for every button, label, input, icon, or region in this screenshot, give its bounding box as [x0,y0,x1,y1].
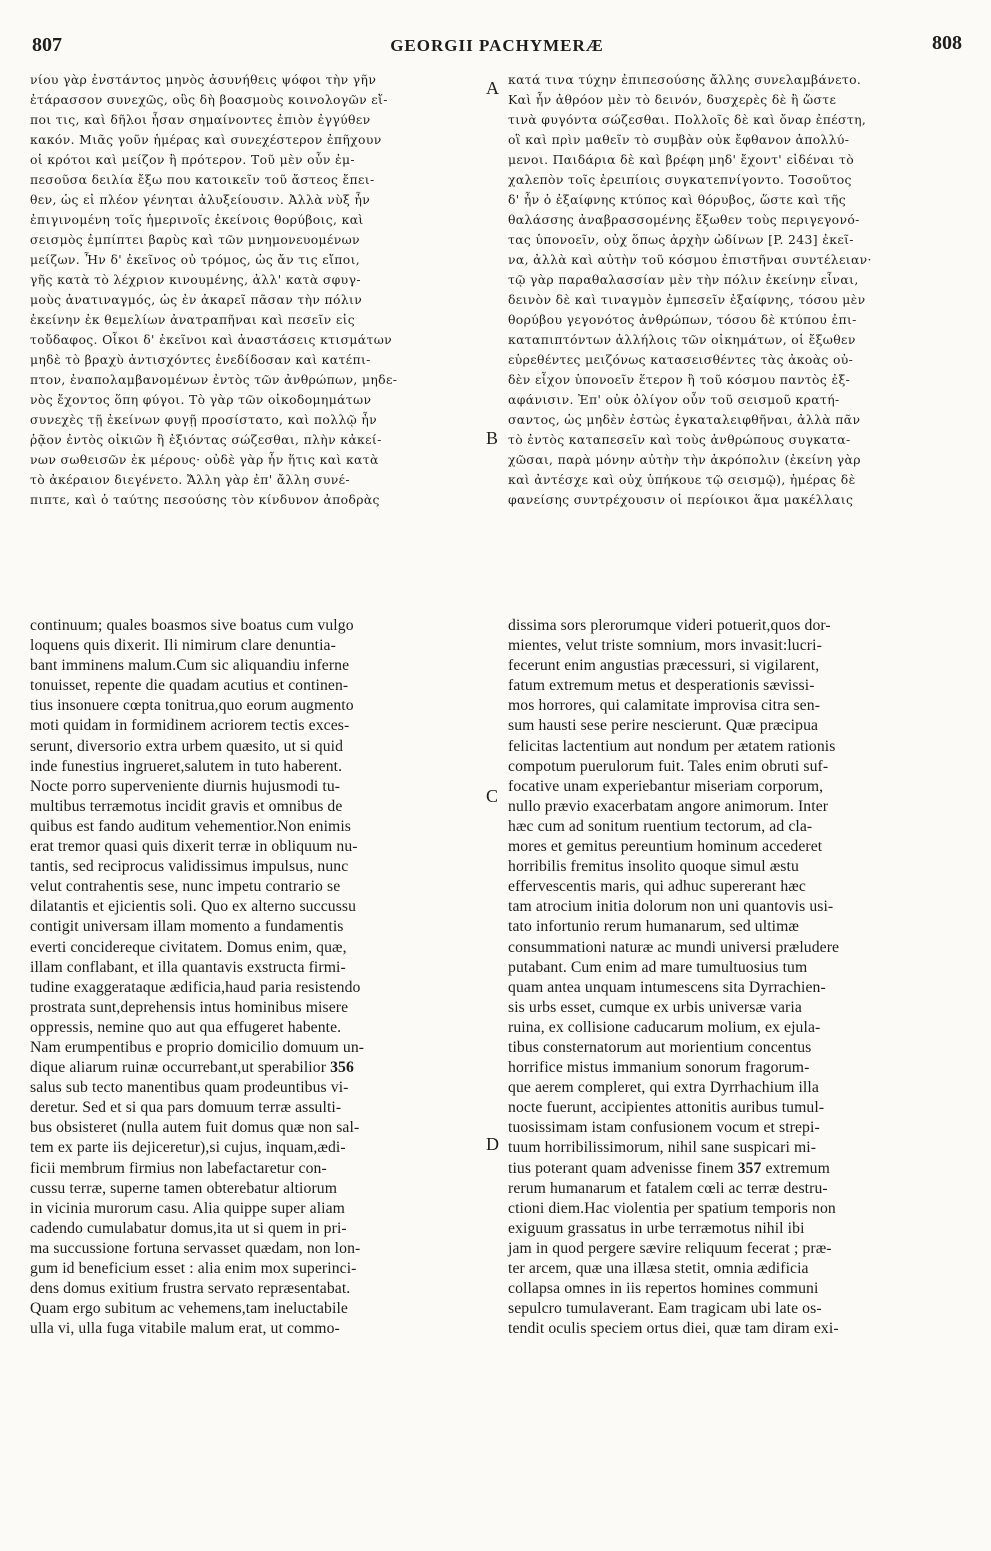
text-line: prostrata sunt,deprehensis intus hominibus misere [30,998,349,1016]
text-line: consummationi naturæ ac mundi universi præludere [508,938,840,956]
text-line: ἐπιγινομένη τοῖς ἡμερινοῖς ἐκείνοις θορύβοις, καὶ [30,212,364,227]
text-line: velut contrahentis sese, nunc impetu contrario se [30,878,341,896]
text-line: χῶσαι, παρὰ μόνην αὐτὴν τὴν ἀκρόπολιν (ἐκείνη γὰρ [508,452,861,467]
text-line: ter arcem, quæ una illæsa stetit, omnia ædificia [508,1260,809,1277]
text-line: ποι τις, καὶ δῆλοι ἦσαν σημαίνοντες ἐπιὸν ἐγγύθεν [30,112,371,127]
text-line: πτον, ἐναπολαμβανομένων ἐντὸς τῶν ἀνθρώπων, μηδε- [30,372,398,387]
margin-marker-a: A [486,78,499,98]
latin-text-left-column [30,616,485,1339]
text-line: δὲν εἶχον ὑπονοεῖν ἕτερον ἢ τοῦ κόσμου παντὸς ἐξ- [508,372,851,387]
text-line: exiguum grassatus in urbe terræmotus nihil ibi [508,1219,805,1237]
text-line: deretur. Sed et si qua pars domuum terræ assulti- [30,1099,342,1117]
text-line: μείζων. Ἦν δ' ἐκεῖνος οὐ τρόμος, ὡς ἄν τις εἴποι, [30,252,361,267]
text-line: dique aliarum ruinæ occurrebant,ut sperabilior 356 [30,1059,354,1077]
text-line: compotum puerulorum fuit. Tales enim obruti suf- [508,757,829,775]
margin-marker-b: B [486,428,499,448]
margin-marker-c: C [486,786,499,806]
page-number-left: 807 [32,34,62,56]
text-line: ulla vi, ulla fuga vitabile malum erat, ut commo- [30,1320,340,1338]
text-line: nocte fuerunt, accipientes attonitis auribus tumul- [508,1099,825,1117]
text-line: ἐτάρασσον συνεχῶς, οὓς δὴ βοασμοὺς κοινολογῶν εἴ- [30,92,388,107]
text-line: κατά τινα τύχην ἐπιπεσούσης ἄλλης συνελαμβάνετο. [508,72,862,87]
text-line: μενοι. Παιδάρια δὲ καὶ βρέφη μηδ' ἔχοντ' εἰδέναι τὸ [508,152,855,167]
text-line: multibus terræmotus incidit gravis et omnibus de [30,797,343,815]
text-line: tantis, sed reciprocus validissimus impulsus, nunc [30,858,349,876]
text-line: tuosissimam istam confusionem vocum et strepi- [508,1119,820,1137]
text-line: sum hausti sese perire nescierunt. Quæ præcipua [508,717,819,735]
greek-text-right-column [508,70,963,510]
text-line: tem ex parte iis dejiceretur),si cujus, inquam,ædi- [30,1139,346,1157]
margin-marker-d: D [486,1134,499,1154]
text-line: mores et gemitus pereuntium hominum accederet [508,838,823,856]
text-line: sis urbs esset, cumque ex urbis universæ varia [508,998,802,1016]
text-line: serunt, diversorio extra urbem quæsito, ut si quid [30,737,344,755]
text-line: ma succussione fortuna servasset quædam, non lon- [30,1239,361,1257]
text-line: erat tremor quasi quis dixerit terræ in obliquum nu- [30,838,358,856]
text-line: dilatantis et ejicientis soli. Quo ex alterno succussu [30,898,357,916]
text-line: quam antea unquam intumescens sita Dyrrachien- [508,978,826,996]
text-line: horrifice mistus immanium sonorum fragorum- [508,1059,810,1077]
text-line: felicitas lactentium aut nondum per ætatem rationis [508,737,836,755]
text-line: νίου γὰρ ἐνστάντος μηνὸς ἀσυνήθεις ψόφοι τὴν γῆν [30,72,377,87]
text-line: τῷ γὰρ παραθαλασσίαν μὲν τὴν πόλιν ἐκείνην εἶναι, [508,272,859,287]
text-line: cussu terræ, superne tamen obterebatur altiorum [30,1179,338,1197]
text-line: sepulcro tumulaverant. Eam tragicam ubi late os- [508,1300,822,1318]
text-line: tendit oculis speciem ortus diei, quæ tam diram exi- [508,1320,839,1338]
text-line: moti quidam in formidinem acriorem tectis exces- [30,717,350,735]
text-line: σεισμὸς ἐμπίπτει βαρὺς καὶ τῶν μνημονευομένων [30,232,360,247]
text-line: que aerem compleret, qui extra Dyrrhachium illa [508,1079,819,1097]
text-line: tam atrocium initia dolorum non uni quantovis usi- [508,898,834,916]
text-line: effervescentis maris, qui adhuc supererant hæc [508,878,806,896]
text-line: Nocte porro superveniente diurnis hujusmodi tu- [30,777,341,795]
text-line: συνεχὲς τῇ ἐκείνων φυγῇ προσίστατο, καὶ πολλῷ ἦν [30,412,378,427]
text-line: κακόν. Μιᾶς γοῦν ἡμέρας καὶ συνεχέστερον ἐπῆχουν [30,132,382,147]
text-line: μηδὲ τὸ βραχὺ ἀντισχόντες ἐνεδίδοσαν καὶ κατέπι- [30,352,371,367]
running-title: GEORGII PACHYMERÆ [390,36,604,55]
text-line: fecerunt enim angustias præcessuri, si vigilarent, [508,657,820,675]
text-line: καὶ ἀντέσχε καὶ οὐχ ὑπήκουε τῷ σεισμῷ), ἡμέρας δὲ [508,472,856,487]
text-line: σαντος, ὡς μηδὲν ἐστὼς ἐγκαταλειφθῆναι, ἀλλὰ πᾶν [508,412,861,427]
text-line: τοὔδαφος. Οἶκοι δ' ἐκεῖνοι καὶ ἀναστάσεις κτισμάτων [30,332,393,347]
text-line: ruina, ex collisione caducarum molium, ex ejula- [508,1018,821,1036]
page-header [32,34,962,64]
text-line: continuum; quales boasmos sive boatus cum vulgo [30,617,354,634]
text-line: everti concidereque civitatem. Domus enim, quæ, [30,938,347,956]
text-line: ficii membrum firmius non labefactaretur con- [30,1159,327,1177]
text-line: τὸ ἐντὸς καταπεσεῖν καὶ τοὺς ἀνθρώπους συγκατα- [508,432,851,447]
text-line: putabant. Cum enim ad mare tumultuosius tum [508,958,808,976]
text-line: τινὰ φυγόντα σώζεσθαι. Πολλοῖς δὲ καὶ ὄναρ ἐπέστη, [508,112,867,127]
edition-page-number: 357 [737,1159,762,1177]
text-line: γῆς κατὰ τὸ λέχριον κινουμένης, ἀλλ' κατὰ σφυγ- [30,272,361,287]
text-line: rerum humanarum et fatalem cœli ac terræ destru- [508,1179,828,1197]
text-line: cadendo cumulabatur domus,ita ut si quem in pri- [30,1219,347,1237]
text-line: πεσοῦσα δειλία ἔξω που κατοικεῖν τοῦ ἄστεος ἔπει- [30,172,375,187]
text-line: in vicinia murorum casu. Alia quippe super aliam [30,1199,345,1217]
text-line: dissima sors plerorumque videri potuerit,quos dor- [508,617,831,634]
text-line: νὸς ἔχοντος ὅπη φύγοι. Τὸ γὰρ τῶν οἰκοδομημάτων [30,392,372,407]
text-line: oppressis, nemine quo aut qua effugeret habente. [30,1018,342,1036]
text-line: Quam ergo subitum ac vehemens,tam ineluctabile [30,1300,348,1318]
text-line: δεινὸν δὲ καὶ τιναγμὸν ἐμπεσεῖν ἐξαίφνης, τόσου μὲν [508,292,866,307]
text-line: καταπιπτόντων ἀλλήλοις τῶν οἰκημάτων, οἱ ἔξωθεν [508,332,856,347]
text-line: gum id beneficium esset : alia enim mox superinci- [30,1260,357,1277]
text-line: εὑρεθέντες μειζόνως κατασεισθέντες τὰς ἀκοὰς οὐ- [508,352,854,367]
text-line: πιπτε, καὶ ὁ ταύτης πεσούσης τὸν κίνδυνον ἀποδρὰς [30,492,380,507]
text-line: collapsa omnes in iis repertos homines communi [508,1280,819,1298]
text-line: fatum extremum metus et desperationis sævissi- [508,677,815,695]
text-line: contigit universam illam momento a fundamentis [30,918,344,936]
text-line: δ' ἦν ὁ ἐξαίφνης κτύπος καὶ θόρυβος, ὥστε καὶ τῆς [508,192,847,207]
page-number-right: 808 [932,32,962,54]
text-line: χαλεπὸν τοῖς ἐρειπίοις συγκατεπνίγοντο. Τοσοῦτος [508,172,852,187]
text-line: φανείσης συντρέχουσιν οἱ περίοικοι ἅμα μακέλλαις [508,492,854,507]
text-line: Καὶ ἦν ἀθρόον μὲν τὸ δεινόν, δυσχερὲς δὲ ἢ ὥστε [508,92,837,107]
text-line: ἐκείνην ἐκ θεμελίων ἀνατραπῆναι καὶ πεσεῖν εἰς [30,312,356,327]
text-line: bus obsisteret (nulla autem fuit domus quæ non sal- [30,1119,360,1137]
text-line: jam in quod pergere sævire reliquum fecerat ; præ- [508,1239,832,1257]
text-line: mos horrores, qui calamitate improvisa citra sen- [508,697,821,715]
text-line: tibus consternatorum aut morientium concentus [508,1038,812,1056]
text-line: ctioni diem.Hac violentia per spatium temporis non [508,1199,836,1217]
greek-text-left-column [30,70,480,510]
text-line: focative unam experiebantur miseriam corporum, [508,777,824,795]
text-line: ῥᾷον ἐντὸς οἰκιῶν ἢ ἐξιόντας σώζεσθαι, πλὴν κἀκεί- [30,432,382,447]
text-line: να, ἀλλὰ καὶ αὐτὴν τοῦ κόσμου ἐπιστῆναι συντέλειαν· [508,252,872,267]
text-line: τας ὑπονοεῖν, οὐχ ὅπως ἀρχὴν ὠδίνων [P. 243] ἐκεῖ- [508,232,854,247]
text-line: θαλάσσης ἀναβρασσομένης ἔξωθεν τοὺς περιγεγονό- [508,212,860,227]
text-line: μοὺς ἀνατιναγμός, ὡς ἐν ἀκαρεῖ πᾶσαν τὴν πόλιν [30,292,363,307]
latin-text-right-column [508,616,963,1339]
text-line: quibus est fando auditum vehementior.Non enimis [30,817,352,835]
text-line: νων σωθεισῶν ἐκ μέρους· οὐδὲ γὰρ ἦν ἥτις καὶ κατὰ [30,452,379,467]
text-line: mientes, velut triste somnium, mors invasit:lucri- [508,637,822,655]
text-line: tato infortunio rerum humanarum, sed ultimæ [508,918,799,936]
text-line: hæc cum ad sonitum ruentium tectorum, ad cla- [508,817,813,835]
edition-page-number: 356 [330,1059,354,1077]
text-line: Nam erumpentibus e proprio domicilio domuum un- [30,1038,365,1056]
text-line: tius poterant quam advenisse finem 357 extremum [508,1159,830,1177]
text-line: nullo prævio exacerbatam angore animorum. Inter [508,797,829,815]
text-line: bant imminens malum.Cum sic aliquandiu inferne [30,657,350,675]
text-line: illam conflabant, et illa quantavis exstructa firmi- [30,958,346,976]
text-line: tudine exaggerataque ædificia,haud paria resistendo [30,978,361,996]
text-line: οἳ καὶ πρὶν μαθεῖν τὸ συμβὰν οὐκ ἔφθανον ἀπολλύ- [508,132,850,147]
text-line: θεν, ὡς εἰ πλέον γένηται ἀλυξείουσιν. Ἀλλὰ νὺξ ἦν [30,192,371,207]
text-line: inde funestius ingrueret,salutem in tuto haberent. [30,757,343,775]
text-line: αφάνισιν. Ἐπ' οὐκ ὀλίγον οὖν τοῦ σεισμοῦ κρατή- [508,392,840,407]
text-line: θορύβου γεγονότος ἀνθρώπων, τόσου δὲ κτύπου ἐπι- [508,312,857,327]
text-line: τὸ ἀκέραιον διεγένετο. Ἄλλη γὰρ ἐπ' ἄλλη συνέ- [30,472,350,487]
text-line: tuum horribilissimorum, nihil sane suspicari mi- [508,1139,817,1157]
text-line: tonuisset, repente die quadam acutius et continen- [30,677,349,695]
text-line: οἱ κρότοι καὶ μείζον ἢ πρότερον. Τοῦ μὲν οὖν ἐμ- [30,152,355,167]
text-line: horribilis fremitus insolito quoque simul æstu [508,858,799,876]
text-line: loquens quis dixerit. Ili nimirum clare denuntia- [30,637,336,655]
text-line: salus sub tecto manentibus quam prodeuntibus vi- [30,1079,349,1097]
text-line: dens domus exitium frustra servato repræsentabat. [30,1280,351,1298]
text-line: tius insonuere cœpta tonitrua,quo eorum augmento [30,697,354,715]
